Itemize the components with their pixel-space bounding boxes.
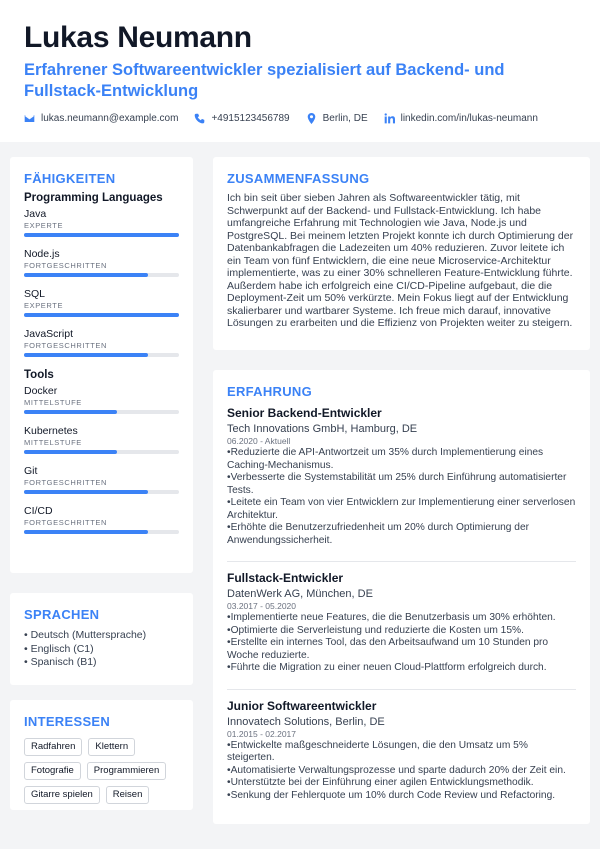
skill-level-bar-fill: [24, 273, 148, 277]
skill-group-title: Programming Languages: [24, 192, 163, 204]
job-bullet: • Senkung der Fehlerquote um 10% durch Code Review und Refactoring.: [227, 790, 576, 803]
job-entry: [227, 689, 576, 811]
skill-name: SQL: [24, 288, 46, 300]
skill-item: [24, 208, 179, 237]
languages-title: SPRACHEN: [24, 607, 100, 622]
skill-level: FORTGESCHRITTEN: [24, 341, 108, 350]
skill-level-bar-fill: [24, 490, 148, 494]
skill-item: [24, 465, 179, 494]
interest-tag: Programmieren: [87, 762, 166, 780]
languages-list: [24, 629, 179, 670]
interest-tag: Fotografie: [24, 762, 81, 780]
skill-level-bar-fill: [24, 410, 117, 414]
job-entry: [227, 406, 576, 555]
skill-level: FORTGESCHRITTEN: [24, 518, 108, 527]
job-company: Tech Innovations GmbH, Hamburg, DE: [227, 423, 418, 435]
skill-group-title: Tools: [24, 369, 54, 381]
phone-icon: [194, 113, 205, 124]
location-pin-icon: [306, 113, 317, 124]
job-bullets: [227, 612, 576, 675]
email-text: lukas.neumann@example.com: [41, 113, 179, 124]
job-bullet: • Erstellte ein internes Tool, das den Arbeitsaufwand um 10 Stunden pro Woche reduzierte.: [227, 637, 576, 662]
experience-card: [213, 370, 590, 824]
skill-level-bar: [24, 273, 179, 277]
skill-name: Java: [24, 208, 47, 220]
job-company: Innovatech Solutions, Berlin, DE: [227, 715, 385, 728]
job-bullets: [227, 447, 576, 547]
contact-location: [306, 113, 368, 124]
job-bullet: • Optimierte die Serverleistung und reduzierte die Kosten um 15%.: [227, 625, 576, 638]
skill-level-bar-fill: [24, 530, 148, 534]
languages-card: [10, 593, 193, 685]
skill-item: [24, 425, 179, 454]
skill-level-bar: [24, 450, 179, 454]
skill-level-bar: [24, 530, 179, 534]
skill-item: [24, 288, 179, 317]
skill-name: Kubernetes: [24, 425, 78, 437]
skill-level-bar-fill: [24, 450, 117, 454]
skills-card: [10, 157, 193, 573]
skill-name: Node.js: [24, 248, 60, 260]
skill-name: Git: [24, 465, 38, 477]
skill-name: JavaScript: [24, 328, 74, 340]
interests-title: INTERESSEN: [24, 714, 111, 729]
linkedin-text: linkedin.com/in/lukas-neumann: [400, 113, 538, 124]
language-item: • Deutsch (Muttersprache): [24, 629, 179, 643]
job-dates: 03.2017 - 05.2020: [227, 601, 297, 611]
interest-tags: [24, 738, 179, 810]
experience-title: ERFAHRUNG: [227, 384, 313, 399]
skills-title: FÄHIGKEITEN: [24, 171, 116, 186]
job-title: Fullstack-Entwickler: [227, 571, 344, 585]
contact-bar: [24, 113, 576, 124]
interest-tag: Gitarre spielen: [24, 786, 100, 804]
job-bullet: • Unterstützte bei der Einführung einer agilen Entwicklungsmethodik.: [227, 777, 576, 790]
job-bullet: • Leitete ein Team von vier Entwicklern zur Implementierung einer serverlosen Architektur.: [227, 497, 576, 522]
interests-card: [10, 700, 193, 810]
skills-groups: [24, 191, 179, 534]
skill-level-bar-fill: [24, 233, 179, 237]
skill-level-bar-fill: [24, 353, 148, 357]
job-dates: 01.2015 - 02.2017: [227, 728, 297, 739]
contact-linkedin[interactable]: [384, 113, 538, 124]
summary-card: [213, 157, 590, 350]
skill-level: MITTELSTUFE: [24, 438, 82, 447]
language-item: • Englisch (C1): [24, 643, 179, 657]
skill-level-bar: [24, 233, 179, 237]
skill-level-bar: [24, 410, 179, 414]
skill-level: FORTGESCHRITTEN: [24, 261, 108, 270]
skill-level: FORTGESCHRITTEN: [24, 478, 108, 487]
job-entry: [227, 561, 576, 683]
skill-level-bar: [24, 353, 179, 357]
skill-level: EXPERTE: [24, 301, 64, 310]
job-title: Junior Softwareentwickler: [227, 698, 377, 713]
contact-email[interactable]: [24, 113, 178, 124]
full-name: Lukas Neumann: [24, 21, 252, 54]
contact-phone[interactable]: [194, 113, 289, 124]
headline: Erfahrener Softwareentwickler spezialisiert auf Backend- und Fullstack-Entwicklung: [24, 61, 505, 100]
resume-header: [0, 0, 600, 142]
summary-title: ZUSAMMENFASSUNG: [227, 171, 370, 186]
job-bullet: • Erhöhte die Benutzerzufriedenheit um 20% durch Optimierung der Anwendungssicherheit.: [227, 522, 576, 547]
skill-level-bar-fill: [24, 313, 179, 317]
linkedin-icon: [384, 113, 395, 124]
skill-name: Docker: [24, 385, 58, 397]
skill-level-bar: [24, 490, 179, 494]
job-company: DatenWerk AG, München, DE: [227, 588, 373, 600]
job-bullet: • Automatisierte Verwaltungsprozesse und sparte dadurch 20% der Zeit ein.: [227, 765, 576, 778]
skill-item: [24, 248, 179, 277]
skill-level: EXPERTE: [24, 221, 64, 230]
job-bullets: [227, 740, 576, 803]
skill-name: CI/CD: [24, 505, 53, 517]
mail-icon: [24, 113, 35, 124]
skill-level-bar: [24, 313, 179, 317]
skill-level: MITTELSTUFE: [24, 398, 82, 407]
jobs-list: [227, 406, 576, 810]
job-bullet: • Führte die Migration zu einer neuen Cloud-Plattform erfolgreich durch.: [227, 662, 576, 675]
skill-item: [24, 328, 179, 357]
location-text: Berlin, DE: [322, 113, 368, 124]
job-bullet: • Entwickelte maßgeschneiderte Lösungen, die den Umsatz um 5% steigerten.: [227, 740, 576, 765]
job-bullet: • Implementierte neue Features, die die Benutzerbasis um 30% erhöhten.: [227, 612, 576, 625]
interest-tag: Radfahren: [24, 738, 82, 756]
job-title: Senior Backend-Entwickler: [227, 406, 382, 420]
summary-text: Ich bin seit über sieben Jahren als Softwareentwickler tätig, mit Schwerpunkt auf der Backend- und Fullstack-Entwicklung. Ich habe umfangreiche Erfahrung mit Technologien wie Java, Node.js und PostgreSQL. Bei meinem letzten Projekt konnte ich durch Optimierung der Datenbankabfragen die Ladezeiten um 40% reduzieren. Zuvor leitete ich ein Team von fünf Entwicklern, die eine neue Microservice-Architektur implementierte, was zu einer 30% schnelleren Feature-Entwicklung führte. Außerdem habe ich erfolgreich eine CI/CD-Pipeline aufgebaut, die die Deployment-Zeit um 50% verkürzte. Mein Fokus liegt auf der Entwicklung skalierbarer und wartbarer Systeme. Ich freue mich darauf, innovative Lösungen zu erarbeiten und die Effizienz von Projekten weiter zu steigern.: [227, 192, 574, 329]
interest-tag: Klettern: [88, 738, 135, 756]
job-bullet: • Verbesserte die Systemstabilität um 25% durch Einführung automatisierter Tests.: [227, 472, 576, 497]
phone-text: +4915123456789: [211, 113, 290, 124]
job-bullet: • Reduzierte die API-Antwortzeit um 35% durch Implementierung eines Caching-Mechanismus.: [227, 447, 576, 472]
skill-item: [24, 385, 179, 414]
interest-tag: Reisen: [106, 786, 150, 804]
job-dates: 06.2020 - Aktuell: [227, 436, 291, 446]
language-item: • Spanisch (B1): [24, 656, 179, 670]
skill-item: [24, 505, 179, 534]
